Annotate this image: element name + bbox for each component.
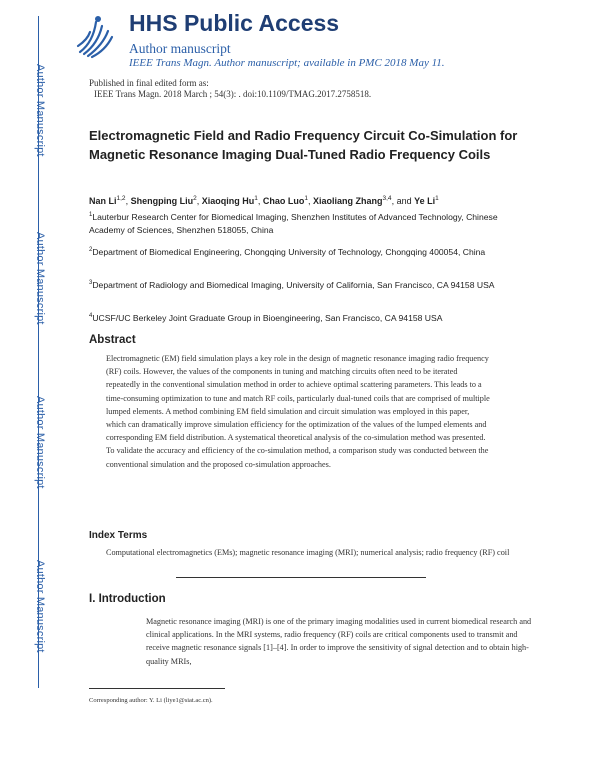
introduction-text: Magnetic resonance imaging (MRI) is one of the primary imaging modalities used in current biomedical research and clinical applications. In the MRI systems, radio frequency (RF) coils are critical components used to transmit and receive magnetic resonance signals [1]–[4]. In order to improve the sensitivity of signal detection and to obtain high-quality MRIs,: [146, 617, 532, 666]
paper-title: Electromagnetic Field and Radio Frequency Circuit Co-Simulation for Magnetic Resonance Imaging Dual-Tuned Radio Frequency Coils: [89, 128, 518, 162]
introduction-heading: I. Introduction: [89, 593, 166, 605]
sidebar-label: Author Manuscript: [34, 232, 46, 325]
author: Chao Luo$^1$,: [262, 195, 313, 206]
published-note: Published in final edited form as:: [89, 78, 209, 88]
sidebar-label: Author Manuscript: [34, 396, 46, 489]
corresponding-author-note: Corresponding author: Y. Li (liye1@siat.ac.cn).: [89, 697, 213, 704]
manuscript-label: Author manuscript: [129, 41, 231, 56]
section-divider: [176, 577, 426, 578]
sidebar-label: Author Manuscript: [34, 64, 46, 157]
author: Shengping Liu$^2$,: [130, 195, 202, 206]
affiliation: $^3$Department of Radiology and Biomedical Imaging, University of California, San Francisco, CA 94158 USA: [89, 279, 495, 290]
author: Ye Li$^1$: [414, 195, 439, 206]
hhs-eagle-logo: [74, 12, 116, 60]
author-list: [89, 195, 549, 206]
index-terms-heading: Index Terms: [89, 530, 148, 541]
citation-line: IEEE Trans Magn. 2018 March ; 54(3): . doi:10.1109/TMAG.2017.2758518.: [94, 89, 372, 99]
author: Xiaoliang Zhang$^{3,4}$, and: [313, 195, 415, 206]
hhs-title: HHS Public Access: [129, 10, 340, 36]
affiliation: $^4$UCSF/UC Berkeley Joint Graduate Group in Bioengineering, San Francisco, CA 94158 USA: [89, 312, 443, 323]
sidebar-label: Author Manuscript: [34, 560, 46, 653]
journal-availability: IEEE Trans Magn. Author manuscript; available in PMC 2018 May 11.: [129, 57, 445, 69]
index-terms-text: Computational electromagnetics (EMs); magnetic resonance imaging (MRI); numerical analysis; radio frequency (RF) coil: [106, 548, 510, 557]
author: Xiaoqing Hu$^1$,: [201, 195, 263, 206]
footnote-rule: [89, 688, 225, 689]
abstract-text: Electromagnetic (EM) field simulation plays a key role in the design of magnetic resonance imaging radio frequency (RF) coils. However, the values of the components in tuning and matching circuits often need to be iterated repeatedly in the conventional simulation method in order to achieve optimal scattering parameters. This leads to a time-consuming optimization to tune and match RF coils, particularly dual-tuned coils that are comprised of multiple lumped elements. A method combining EM field simulation and circuit simulation was employed in this paper, which can dramatically improve simulation efficiency for the optimization of the values of the lumped elements and corresponding EM field distribution. A systematical theoretical analysis of the co-simulation method was presented. To validate the accuracy and efficiency of the co-simulation method, a comparison study was conducted between the conventional simulation and the proposed co-simulation approaches.: [106, 354, 490, 469]
author: Nan Li$^{1,2}$,: [89, 195, 131, 206]
affiliation: $^2$Department of Biomedical Engineering, Chongqing University of Technology, Chongqing 400054, China: [89, 246, 486, 257]
affiliation: $^1$Lauterbur Research Center for Biomedical Imaging, Shenzhen Institutes of Advanced Technology, Chinese Academy of Sciences, Shenzhen 518055, China: [89, 211, 498, 235]
abstract-heading: Abstract: [89, 334, 136, 346]
